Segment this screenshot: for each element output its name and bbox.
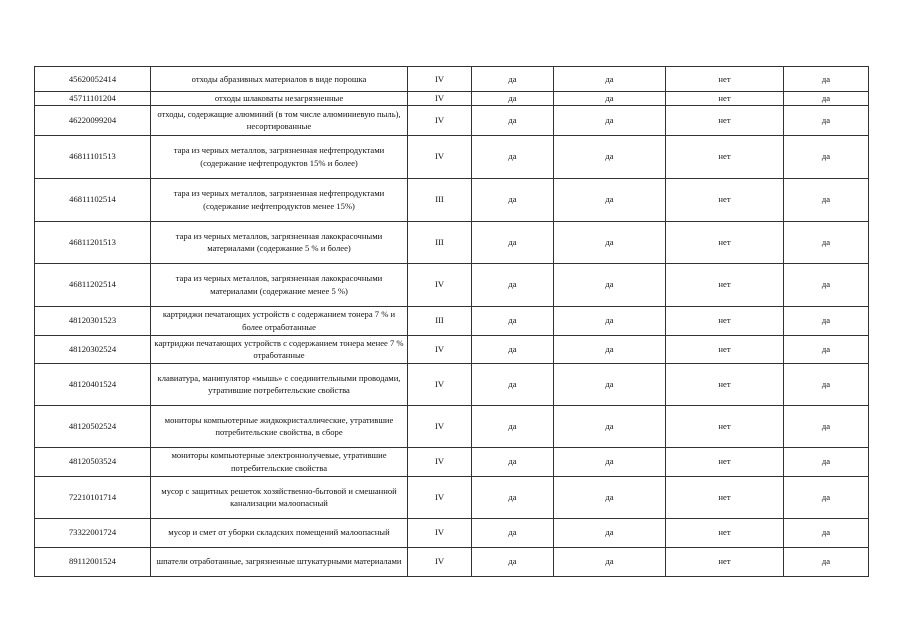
flag-cell: да xyxy=(554,518,666,547)
flag-cell: да xyxy=(784,335,869,363)
waste-code-cell: 48120401524 xyxy=(35,363,151,405)
waste-name-cell: мусор с защитных решеток хозяйственно-бытовой и смешанной канализации малоопасный xyxy=(151,476,408,518)
waste-name-cell: отходы, содержащие алюминий (в том числе алюминиевую пыль), несортированные xyxy=(151,105,408,135)
table-row xyxy=(35,447,869,476)
flag-cell: нет xyxy=(666,135,784,178)
waste-code-cell: 46220099204 xyxy=(35,105,151,135)
flag-cell: нет xyxy=(666,178,784,221)
hazard-class-cell: IV xyxy=(408,547,472,576)
flag-cell: нет xyxy=(666,67,784,92)
flag-cell: да xyxy=(472,447,554,476)
flag-cell: нет xyxy=(666,476,784,518)
flag-cell: да xyxy=(784,363,869,405)
flag-cell: да xyxy=(472,363,554,405)
flag-cell: нет xyxy=(666,363,784,405)
hazard-class-cell: IV xyxy=(408,405,472,447)
hazard-class-cell: IV xyxy=(408,476,472,518)
flag-cell: да xyxy=(554,476,666,518)
waste-table xyxy=(34,66,869,577)
waste-name-cell: клавиатура, манипулятор «мышь» с соединительными проводами, утратившие потребительские свойства xyxy=(151,363,408,405)
flag-cell: да xyxy=(472,547,554,576)
waste-name-cell: отходы шлаковаты незагрязненные xyxy=(151,92,408,106)
flag-cell: да xyxy=(554,306,666,335)
table-row xyxy=(35,335,869,363)
waste-code-cell: 45711101204 xyxy=(35,92,151,106)
table-row xyxy=(35,405,869,447)
flag-cell: да xyxy=(472,306,554,335)
flag-cell: да xyxy=(554,135,666,178)
table-row xyxy=(35,178,869,221)
waste-name-cell: картриджи печатающих устройств с содержанием тонера 7 % и более отработанные xyxy=(151,306,408,335)
flag-cell: да xyxy=(554,105,666,135)
table-row xyxy=(35,547,869,576)
table-row xyxy=(35,306,869,335)
waste-name-cell: тара из черных металлов, загрязненная лакокрасочными материалами (содержание 5 % и более) xyxy=(151,221,408,263)
flag-cell: да xyxy=(472,92,554,106)
flag-cell: нет xyxy=(666,306,784,335)
waste-code-cell: 48120302524 xyxy=(35,335,151,363)
flag-cell: да xyxy=(554,178,666,221)
flag-cell: да xyxy=(784,476,869,518)
waste-code-cell: 46811201513 xyxy=(35,221,151,263)
table-row xyxy=(35,135,869,178)
flag-cell: да xyxy=(784,178,869,221)
flag-cell: да xyxy=(554,447,666,476)
flag-cell: да xyxy=(472,67,554,92)
flag-cell: да xyxy=(472,178,554,221)
flag-cell: да xyxy=(554,263,666,306)
waste-name-cell: отходы абразивных материалов в виде порошка xyxy=(151,67,408,92)
table-row xyxy=(35,105,869,135)
flag-cell: нет xyxy=(666,92,784,106)
hazard-class-cell: IV xyxy=(408,135,472,178)
waste-code-cell: 72210101714 xyxy=(35,476,151,518)
table-row xyxy=(35,263,869,306)
table-row xyxy=(35,67,869,92)
flag-cell: да xyxy=(784,67,869,92)
flag-cell: да xyxy=(472,263,554,306)
waste-name-cell: тара из черных металлов, загрязненная нефтепродуктами (содержание нефтепродуктов 15% и более) xyxy=(151,135,408,178)
waste-code-cell: 48120502524 xyxy=(35,405,151,447)
flag-cell: да xyxy=(554,547,666,576)
waste-name-cell: тара из черных металлов, загрязненная нефтепродуктами (содержание нефтепродуктов менее 15%) xyxy=(151,178,408,221)
hazard-class-cell: III xyxy=(408,306,472,335)
hazard-class-cell: IV xyxy=(408,335,472,363)
flag-cell: да xyxy=(784,105,869,135)
flag-cell: нет xyxy=(666,263,784,306)
hazard-class-cell: III xyxy=(408,178,472,221)
flag-cell: нет xyxy=(666,221,784,263)
hazard-class-cell: IV xyxy=(408,67,472,92)
hazard-class-cell: IV xyxy=(408,363,472,405)
waste-code-cell: 89112001524 xyxy=(35,547,151,576)
waste-code-cell: 45620052414 xyxy=(35,67,151,92)
flag-cell: да xyxy=(554,92,666,106)
hazard-class-cell: IV xyxy=(408,518,472,547)
flag-cell: да xyxy=(472,105,554,135)
waste-name-cell: мониторы компьютерные жидкокристаллические, утратившие потребительские свойства, в сборе xyxy=(151,405,408,447)
flag-cell: да xyxy=(784,92,869,106)
waste-name-cell: картриджи печатающих устройств с содержанием тонера менее 7 % отработанные xyxy=(151,335,408,363)
hazard-class-cell: IV xyxy=(408,263,472,306)
hazard-class-cell: IV xyxy=(408,92,472,106)
waste-code-cell: 48120503524 xyxy=(35,447,151,476)
flag-cell: да xyxy=(472,221,554,263)
waste-code-cell: 46811202514 xyxy=(35,263,151,306)
waste-name-cell: тара из черных металлов, загрязненная лакокрасочными материалами (содержание менее 5 %) xyxy=(151,263,408,306)
table-row xyxy=(35,92,869,106)
flag-cell: да xyxy=(784,405,869,447)
table-row xyxy=(35,221,869,263)
table-row xyxy=(35,518,869,547)
flag-cell: нет xyxy=(666,105,784,135)
flag-cell: да xyxy=(472,135,554,178)
flag-cell: да xyxy=(784,447,869,476)
flag-cell: нет xyxy=(666,518,784,547)
waste-name-cell: шпатели отработанные, загрязненные штукатурными материалами xyxy=(151,547,408,576)
flag-cell: да xyxy=(784,135,869,178)
hazard-class-cell: III xyxy=(408,221,472,263)
flag-cell: да xyxy=(784,221,869,263)
flag-cell: нет xyxy=(666,547,784,576)
flag-cell: да xyxy=(784,518,869,547)
hazard-class-cell: IV xyxy=(408,105,472,135)
waste-name-cell: мусор и смет от уборки складских помещений малоопасный xyxy=(151,518,408,547)
flag-cell: да xyxy=(554,405,666,447)
flag-cell: нет xyxy=(666,405,784,447)
waste-name-cell: мониторы компьютерные электроннолучевые, утратившие потребительские свойства xyxy=(151,447,408,476)
table-row xyxy=(35,476,869,518)
flag-cell: да xyxy=(784,306,869,335)
waste-code-cell: 46811102514 xyxy=(35,178,151,221)
waste-code-cell: 73322001724 xyxy=(35,518,151,547)
flag-cell: да xyxy=(554,221,666,263)
waste-code-cell: 46811101513 xyxy=(35,135,151,178)
flag-cell: нет xyxy=(666,335,784,363)
flag-cell: да xyxy=(784,263,869,306)
flag-cell: да xyxy=(554,363,666,405)
hazard-class-cell: IV xyxy=(408,447,472,476)
table-row xyxy=(35,363,869,405)
flag-cell: нет xyxy=(666,447,784,476)
flag-cell: да xyxy=(472,405,554,447)
flag-cell: да xyxy=(554,67,666,92)
flag-cell: да xyxy=(472,335,554,363)
flag-cell: да xyxy=(472,476,554,518)
flag-cell: да xyxy=(784,547,869,576)
flag-cell: да xyxy=(472,518,554,547)
waste-code-cell: 48120301523 xyxy=(35,306,151,335)
flag-cell: да xyxy=(554,335,666,363)
